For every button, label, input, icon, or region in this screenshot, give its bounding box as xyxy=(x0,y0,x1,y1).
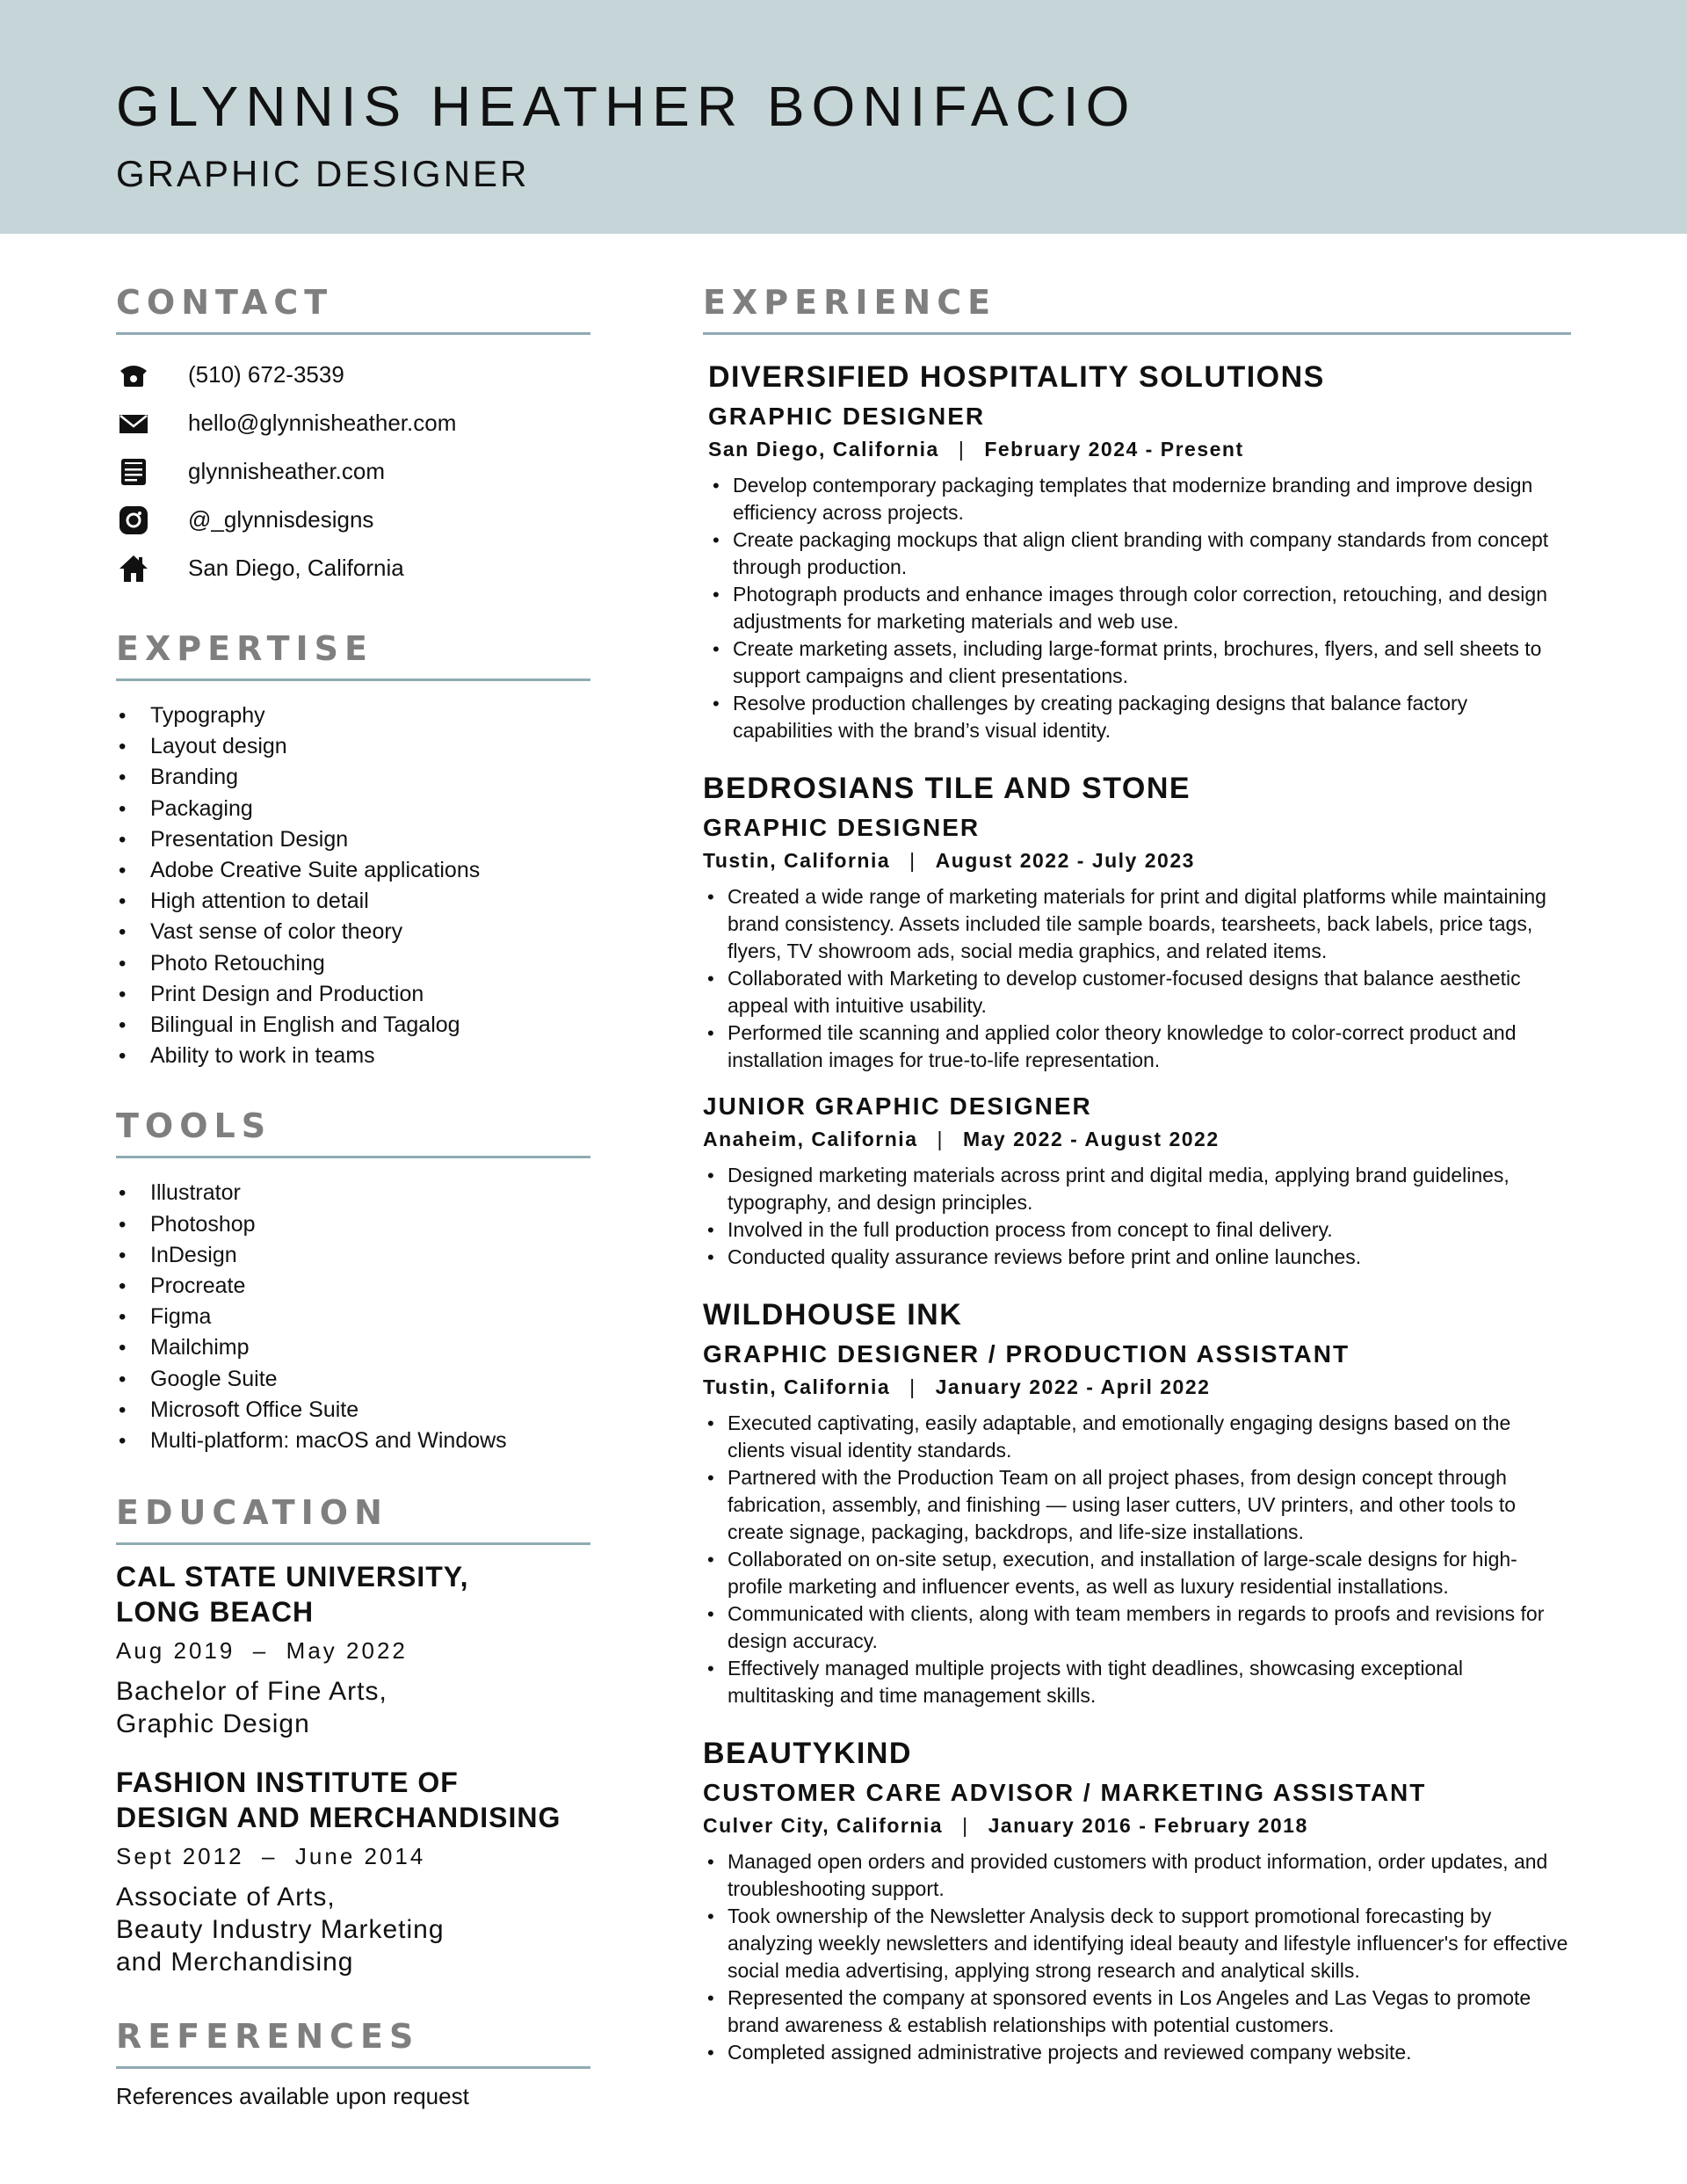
list-item: • Vast sense of color theory xyxy=(116,917,590,947)
tools-section xyxy=(116,1107,590,1456)
contact-heading: CONTACT xyxy=(116,283,590,335)
list-item: • Illustrator xyxy=(116,1178,590,1208)
job-meta xyxy=(703,845,1571,876)
education-entry xyxy=(116,1765,590,1978)
list-item: • Typography xyxy=(116,700,590,731)
job-meta xyxy=(703,1123,1571,1155)
degree: Graphic Design xyxy=(116,1709,310,1739)
education-section xyxy=(116,1493,590,1978)
list-item: • Create packaging mockups that align client branding with company standards from concept through production. xyxy=(708,526,1571,581)
list-item: • Took ownership of the Newsletter Analysis deck to support promotional forecasting by analyzing weekly newsletters and identifying ideal beauty and lifestyle influencer's for effective social media advertising, applying strong research and analytical skills. xyxy=(703,1903,1571,1984)
job-bullets xyxy=(703,1848,1571,2066)
list-item: • Develop contemporary packaging templates that modernize branding and improve design efficiency across projects. xyxy=(708,472,1571,526)
job-meta xyxy=(708,433,1571,465)
meta-separator: | xyxy=(909,1375,916,1398)
left-column xyxy=(116,283,590,2110)
list-item: • Create marketing assets, including large-format prints, brochures, flyers, and sell sheets to support campaigns and client presentations. xyxy=(708,635,1571,690)
job-dates: May 2022 - August 2022 xyxy=(962,1128,1220,1150)
job-entry xyxy=(703,1295,1571,1709)
list-item: • Google Suite xyxy=(116,1364,590,1395)
job-meta xyxy=(703,1371,1571,1403)
list-item: • Adobe Creative Suite applications xyxy=(116,855,590,886)
job-dates: August 2022 - July 2023 xyxy=(935,849,1195,872)
contact-website xyxy=(116,447,590,496)
job-location: Culver City, California xyxy=(703,1814,944,1837)
education-dates: Sept 2012 – June 2014 xyxy=(116,1843,426,1870)
job-bullets xyxy=(703,883,1571,1074)
list-item: • Communicated with clients, along with team members in regards to proofs and revisions for design accuracy. xyxy=(703,1600,1571,1655)
list-item: • Presentation Design xyxy=(116,824,590,855)
job-dates: February 2024 - Present xyxy=(984,438,1244,461)
education-heading: EDUCATION xyxy=(116,1493,590,1545)
list-item: • Designed marketing materials across print and digital media, applying brand guidelines, typography, and design principles. xyxy=(703,1162,1571,1216)
degree: Beauty Industry Marketing xyxy=(116,1915,445,1945)
contact-instagram xyxy=(116,496,590,544)
meta-separator: | xyxy=(909,849,916,872)
right-column xyxy=(703,283,1571,2066)
job-bullets xyxy=(708,472,1571,744)
company-name: BEDROSIANS TILE AND STONE xyxy=(703,772,1191,805)
person-name: GLYNNIS HEATHER BONIFACIO xyxy=(116,75,1137,138)
instagram-icon xyxy=(116,503,151,538)
job-location: Anaheim, California xyxy=(703,1128,918,1150)
contact-website-text[interactable]: glynnisheather.com xyxy=(188,458,386,484)
list-item: • Ability to work in teams xyxy=(116,1041,590,1071)
list-item: • Mailchimp xyxy=(116,1332,590,1363)
home-icon xyxy=(116,551,151,586)
references-section xyxy=(116,2017,590,2110)
experience-heading: EXPERIENCE xyxy=(703,283,1571,335)
degree: Associate of Arts, xyxy=(116,1883,336,1912)
job-dates: January 2016 - February 2018 xyxy=(988,1814,1308,1837)
list-item: • Represented the company at sponsored events in Los Angeles and Las Vegas to promote brand awareness & establish relationships with potential customers. xyxy=(703,1984,1571,2039)
list-item: • Print Design and Production xyxy=(116,979,590,1010)
role-title: GRAPHIC DESIGNER xyxy=(708,403,986,430)
expertise-list xyxy=(116,700,590,1071)
contact-email xyxy=(116,399,590,447)
school-name: CAL STATE UNIVERSITY, xyxy=(116,1561,469,1593)
list-item: • High attention to detail xyxy=(116,886,590,917)
expertise-heading: EXPERTISE xyxy=(116,629,590,681)
meta-separator: | xyxy=(937,1128,944,1150)
list-item: • Procreate xyxy=(116,1271,590,1302)
education-dates: Aug 2019 – May 2022 xyxy=(116,1637,408,1665)
degree: Bachelor of Fine Arts, xyxy=(116,1677,387,1707)
job-entry xyxy=(703,769,1571,1271)
job-location: Tustin, California xyxy=(703,849,891,872)
list-item: • Collaborated on on-site setup, execution, and installation of large-scale designs for high-profile marketing and influencer events, as well as luxury residential installations. xyxy=(703,1546,1571,1600)
job-bullets xyxy=(703,1162,1571,1271)
list-item: • Collaborated with Marketing to develop customer-focused designs that balance aesthetic appeal with intuitive usability. xyxy=(703,965,1571,1019)
job-location: San Diego, California xyxy=(708,438,939,461)
contact-phone xyxy=(116,351,590,399)
role-title: GRAPHIC DESIGNER / PRODUCTION ASSISTANT xyxy=(703,1340,1350,1368)
email-icon xyxy=(116,406,151,441)
list-item: • Completed assigned administrative projects and reviewed company website. xyxy=(703,2039,1571,2066)
company-name: DIVERSIFIED HOSPITALITY SOLUTIONS xyxy=(708,360,1325,394)
list-item: • Branding xyxy=(116,762,590,793)
job-entry xyxy=(703,358,1571,744)
contact-email-text[interactable]: hello@glynnisheather.com xyxy=(188,410,457,436)
expertise-section xyxy=(116,629,590,1071)
school-name: LONG BEACH xyxy=(116,1596,315,1629)
list-item: • Layout design xyxy=(116,731,590,762)
education-entry xyxy=(116,1559,590,1740)
references-text: References available upon request xyxy=(116,2083,469,2110)
list-item: • Conducted quality assurance reviews before print and online launches. xyxy=(703,1244,1571,1271)
contact-location xyxy=(116,544,590,592)
list-item: • Photo Retouching xyxy=(116,948,590,979)
list-item: • Microsoft Office Suite xyxy=(116,1395,590,1426)
tools-list xyxy=(116,1178,590,1456)
header-band xyxy=(0,0,1687,234)
list-item: • Figma xyxy=(116,1302,590,1332)
list-item: • InDesign xyxy=(116,1240,590,1271)
degree: and Merchandising xyxy=(116,1948,354,1977)
list-item: • Resolve production challenges by creating packaging designs that balance factory capabilities with the brand’s visual identity. xyxy=(708,690,1571,744)
list-item: • Multi-platform: macOS and Windows xyxy=(116,1426,590,1456)
contact-location-text: San Diego, California xyxy=(188,555,404,581)
list-item: • Photoshop xyxy=(116,1209,590,1240)
list-item: • Executed captivating, easily adaptable, and emotionally engaging designs based on the clients visual identity standards. xyxy=(703,1410,1571,1464)
tools-heading: TOOLS xyxy=(116,1107,590,1158)
list-item: • Effectively managed multiple projects with tight deadlines, showcasing exceptional multitasking and time management skills. xyxy=(703,1655,1571,1709)
list-item: • Packaging xyxy=(116,794,590,824)
role-title: CUSTOMER CARE ADVISOR / MARKETING ASSISTANT xyxy=(703,1779,1427,1806)
website-icon xyxy=(116,454,151,490)
list-item: • Involved in the full production process from concept to final delivery. xyxy=(703,1216,1571,1244)
job-title: GRAPHIC DESIGNER xyxy=(116,153,530,194)
list-item: • Managed open orders and provided customers with product information, order updates, and troubleshooting support. xyxy=(703,1848,1571,1903)
list-item: • Photograph products and enhance images through color correction, retouching, and design adjustments for marketing materials and web use. xyxy=(708,581,1571,635)
phone-icon xyxy=(116,358,151,393)
company-name: WILDHOUSE INK xyxy=(703,1298,963,1331)
role-title: JUNIOR GRAPHIC DESIGNER xyxy=(703,1092,1092,1120)
company-name: BEAUTYKIND xyxy=(703,1737,912,1770)
contact-section xyxy=(116,283,590,592)
list-item: • Partnered with the Production Team on all project phases, from design concept through fabrication, assembly, and finishing — using laser cutters, UV printers, and other tools to create signage, packaging, backdrops, and life-size installations. xyxy=(703,1464,1571,1546)
meta-separator: | xyxy=(962,1814,969,1837)
school-name: FASHION INSTITUTE OF xyxy=(116,1767,459,1799)
school-name: DESIGN AND MERCHANDISING xyxy=(116,1802,561,1834)
contact-instagram-text[interactable]: @_glynnisdesigns xyxy=(188,506,374,533)
list-item: • Bilingual in English and Tagalog xyxy=(116,1010,590,1041)
references-heading: REFERENCES xyxy=(116,2017,590,2069)
job-dates: January 2022 - April 2022 xyxy=(935,1375,1211,1398)
job-entry xyxy=(703,1734,1571,2066)
contact-phone-text[interactable]: (510) 672-3539 xyxy=(188,361,344,388)
role-title: GRAPHIC DESIGNER xyxy=(703,814,981,841)
list-item: • Created a wide range of marketing materials for print and digital platforms while maintaining brand consistency. Assets included tile sample boards, tearsheets, back labels, price tags, flyers, TV showroom ads, social media graphics, and related items. xyxy=(703,883,1571,965)
job-location: Tustin, California xyxy=(703,1375,891,1398)
job-bullets xyxy=(703,1410,1571,1709)
list-item: • Performed tile scanning and applied color theory knowledge to color-correct product and installation images for true-to-life representation. xyxy=(703,1019,1571,1074)
job-meta xyxy=(703,1810,1571,1841)
meta-separator: | xyxy=(958,438,966,461)
